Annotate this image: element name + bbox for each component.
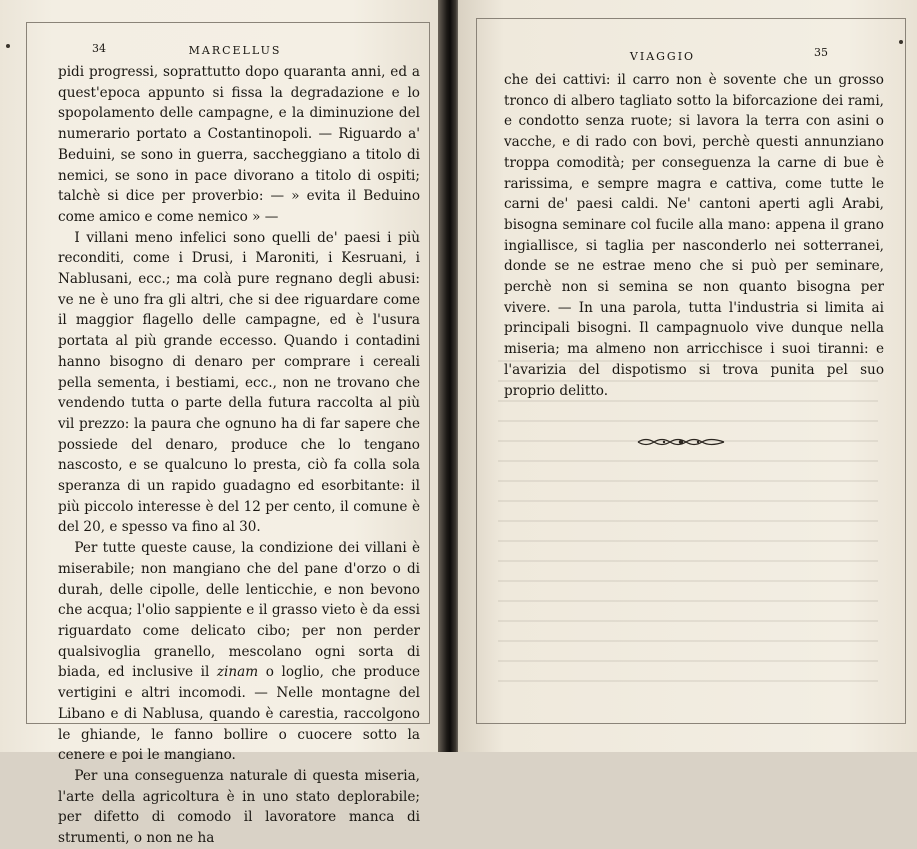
right-page	[458, 0, 917, 752]
page-mark	[899, 40, 903, 44]
left-page	[0, 0, 440, 847]
right-page-number: 35	[814, 46, 828, 59]
right-running-title: VIAGGIO	[629, 50, 696, 63]
italic-word: zinam	[216, 664, 259, 681]
left-page-text	[58, 62, 420, 849]
right-page-header	[458, 46, 917, 66]
left-page-number: 34	[92, 42, 106, 55]
left-page-header	[0, 42, 440, 62]
paragraph: che dei cattivi: il carro non è sovente che un grosso tronco di albero tagliato sotto la biforcazione dei rami, e condotto senza ruote; si lavora la terra con asini o vacche, e di rado con bovi, perchè questi annunziano troppa comodità; per conseguenza la carne di bue è rarissima, e sempre magra e cattiva, come tutte le carni de' paesi caldi. Ne' cantoni aperti agli Arabi, bisogna seminare col fucile alla mano: appena il grano ingiallisce, si taglia per nasconderlo nei sotterranei, donde se ne estrae meno che si può per seminare, perchè non si semina se non quanto bisogna per vivere. — In una parola, tutta l'industria si limita ai principali bisogni. Il campagnuolo vive dunque nella miseria; ma almeno non arricchisce i suoi tiranni: e l'avarizia del dispotismo si trova punita pel suo proprio delitto.	[504, 72, 884, 399]
left-running-title: MARCELLUS	[188, 44, 282, 57]
paragraph-text: o loglio, che produce vertigini e altri incomodi. — Nelle montagne del Libano e di Nablusa, quando è carestia, raccolgono le ghiande, le fanno bollire o cuocere sotto la cenere e poi le mangiano.	[58, 664, 420, 764]
ornament-icon	[636, 436, 726, 448]
book-gutter	[438, 0, 460, 752]
paragraph: pidi progressi, soprattutto dopo quaranta anni, ed a quest'epoca appunto si fissa la degradazione e lo spopolamento delle campagne, e la diminuzione del numerario portato a Costantinopoli. — Riguardo a' Beduini, se sono in guerra, saccheggiano a titolo di nemici, se sono in pace divorano a titolo di ospiti; talchè si dice per proverbio: — » evita il Beduino come amico e come nemico » —	[58, 64, 420, 225]
bleed-through-text	[498, 360, 878, 690]
paragraph: I villani meno infelici sono quelli de' paesi i più reconditi, come i Drusi, i Maroniti, i Kesruani, i Nablusani, ecc.; ma colà pure regnano degli abusi: ve ne è uno fra gli altri, che si dee riguardare come il maggior flagello delle campagne, ed è l'usura portata al più grande eccesso. Quando i contadini hanno bisogno di denaro per comprare i cereali pella sementa, i bestiami, ecc., non ne trovano che vendendo tutta o parte della futura raccolta al più vil prezzo: la paura che ognuno ha di far sapere che possiede del denaro, produce che lo tengano nascosto, e se qualcuno lo presta, ciò fa colla sola speranza di un rapido guadagno ed esorbitante: il più piccolo interesse è del 12 per cento, il comune è del 20, e spesso va fino al 30.	[58, 229, 420, 536]
paragraph: Per una conseguenza naturale di questa miseria, l'arte della agricoltura è in uno stato deplorabile; per difetto di comodo il lavoratore manca di strumenti, o non ne ha	[58, 767, 420, 847]
paragraph	[58, 538, 420, 766]
paragraph-text: Per tutte queste cause, la condizione dei villani è miserabile; non mangiano che del pane d'orzo o di durah, delle cipolle, delle lenticchie, e non bevono che acqua; l'olio sappiente e il grasso vieto è da essi riguardato come delicato cibo; per non perder qualsivoglia granello, mescolano ogni sorta di biada, ed inclusive il	[58, 540, 420, 681]
right-page-text	[504, 70, 884, 401]
